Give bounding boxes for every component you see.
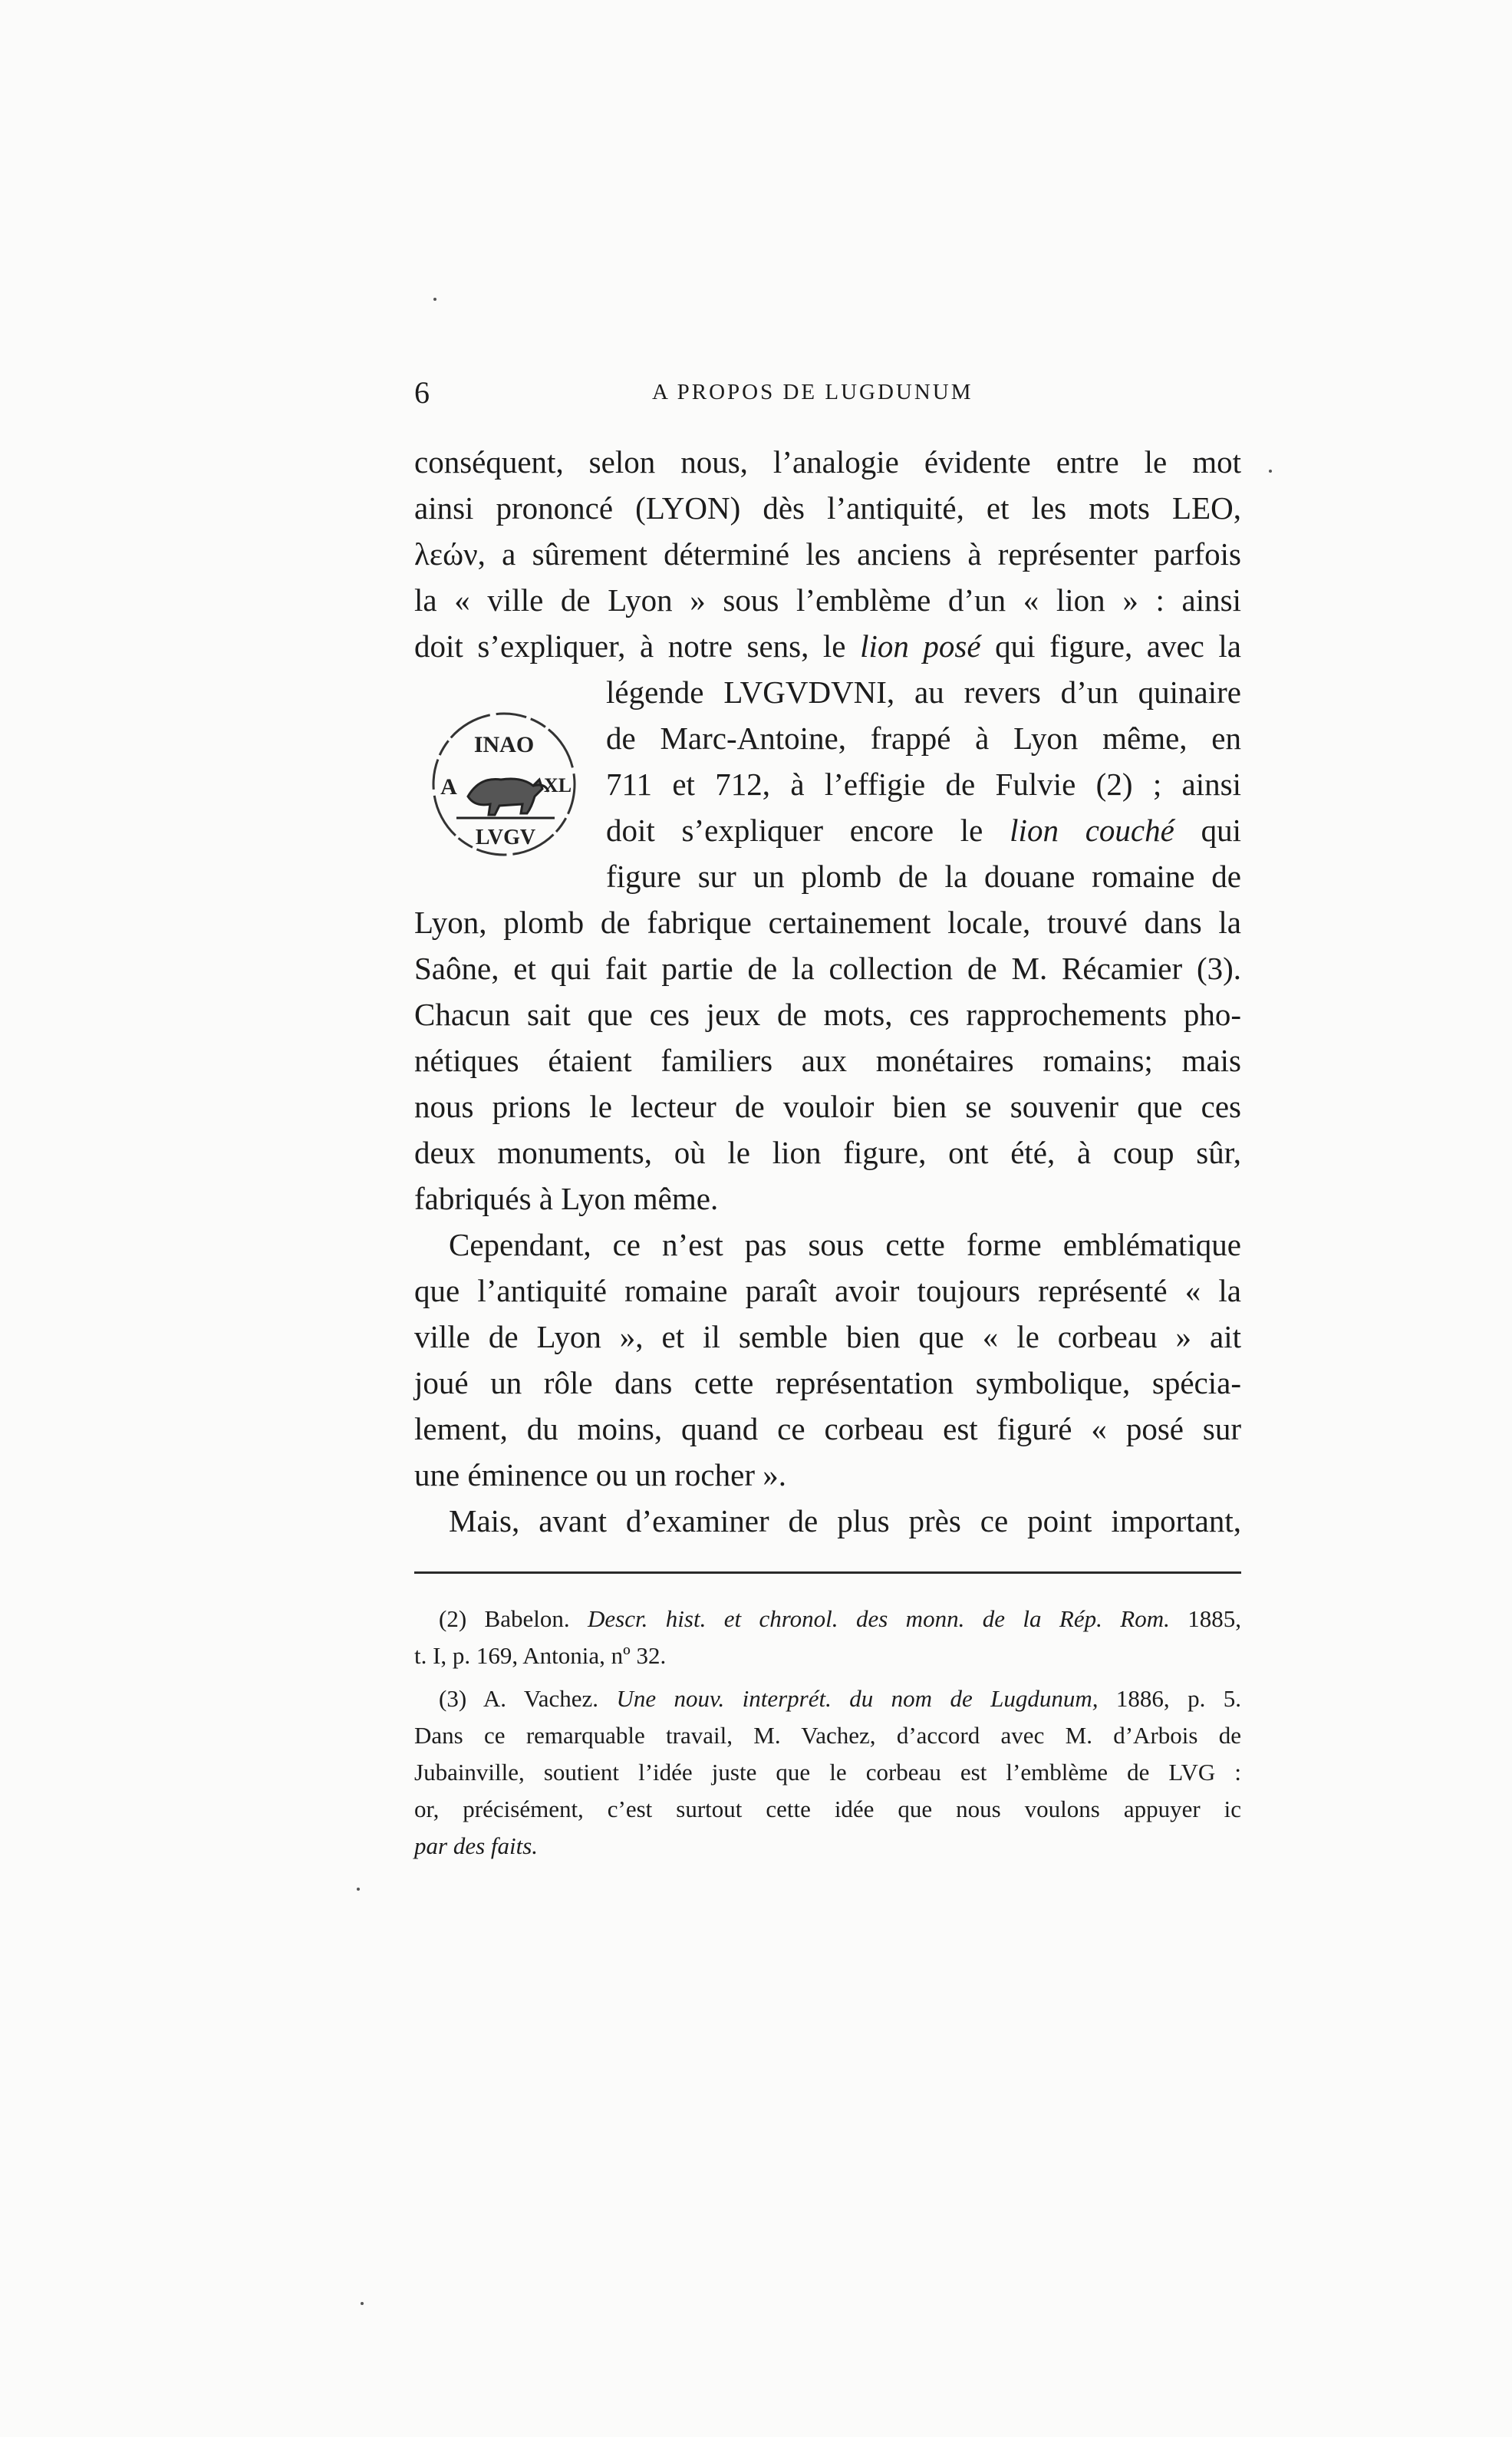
- text-line: ainsi prononcé (LYON) dès l’antiquité, et les mots LEO,: [414, 490, 1241, 526]
- text-line: Cependant, ce n’est pas sous cette forme emblématique: [449, 1227, 1241, 1262]
- footnote-text: 1885,: [1169, 1605, 1241, 1632]
- coin-top-legend: INAO: [473, 732, 535, 757]
- text-line: de Marc-Antoine, frappé à Lyon même, en: [606, 721, 1241, 756]
- footnote-line: Jubainville, soutient l’idée juste que le corbeau est l’emblème de LVG :: [414, 1759, 1241, 1786]
- coin-left-letter: A: [440, 774, 457, 800]
- footnote-line: Dans ce remarquable travail, M. Vachez, d’accord avec M. d’Arbois de: [414, 1722, 1241, 1749]
- page-number: 6: [414, 375, 430, 410]
- text-line: joué un rôle dans cette représentation symbolique, spécia-: [414, 1365, 1241, 1400]
- footnote-marker: (3) A. Vachez.: [439, 1685, 617, 1712]
- footnote-text: 1886, p. 5.: [1098, 1685, 1241, 1712]
- text-line: lement, du moins, quand ce corbeau est figuré « posé sur: [414, 1411, 1241, 1446]
- text-line: deux monuments, où le lion figure, ont été, à coup sûr,: [414, 1135, 1241, 1170]
- scan-speck: [361, 2302, 364, 2305]
- text-line: Saône, et qui fait partie de la collection de M. Récamier (3).: [414, 951, 1241, 986]
- footnote-line: or, précisément, c’est surtout cette idée que nous voulons appuyer ic: [414, 1796, 1241, 1822]
- text-line: figure sur un plomb de la douane romaine de: [606, 859, 1241, 894]
- text-line: λεών, a sûrement déterminé les anciens à représenter parfois: [414, 536, 1241, 572]
- footnote-marker: (2) Babelon.: [439, 1605, 588, 1632]
- footnote-title: Une nouv. interprét. du nom de Lugdunum,: [616, 1685, 1099, 1712]
- text-line: conséquent, selon nous, l’analogie évidente entre le mot: [414, 444, 1241, 480]
- text-line: Chacun sait que ces jeux de mots, ces rapprochements pho-: [414, 997, 1241, 1032]
- lion-figure: [468, 779, 548, 815]
- footnote-line: par des faits.: [414, 1832, 539, 1859]
- text-line: la « ville de Lyon » sous l’emblème d’un « lion » : ainsi: [414, 582, 1241, 618]
- coin-bottom-legend: LVGV: [475, 826, 536, 849]
- text-line: 711 et 712, à l’effigie de Fulvie (2) ; ainsi: [606, 767, 1241, 802]
- coin-illustration: [426, 706, 583, 863]
- text-line: ville de Lyon », et il semble bien que « le corbeau » ait: [414, 1319, 1241, 1354]
- text-line: nétiques étaient familiers aux monétaires romains; mais: [414, 1043, 1241, 1078]
- text-line: que l’antiquité romaine paraît avoir toujours représenté « la: [414, 1273, 1241, 1308]
- text-line: une éminence ou un rocher ».: [414, 1457, 786, 1492]
- text-span: qui: [1174, 813, 1241, 848]
- coin-engraving: [426, 706, 583, 863]
- italic-term: lion couché: [1010, 813, 1174, 848]
- scan-speck: [357, 1888, 360, 1891]
- coin-right-letters: XL: [543, 774, 572, 796]
- footnote-divider: [414, 1571, 1241, 1574]
- scan-speck: [1269, 470, 1272, 473]
- text-span: qui figure, avec la: [980, 628, 1242, 664]
- text-span: doit s’expliquer encore le: [606, 813, 1010, 848]
- running-title: A PROPOS DE LUGDUNUM: [652, 380, 973, 404]
- text-line: fabriqués à Lyon même.: [414, 1181, 719, 1216]
- text-line: Lyon, plomb de fabrique certainement locale, trouvé dans la: [414, 905, 1241, 940]
- text-line: Mais, avant d’examiner de plus près ce point important,: [449, 1503, 1241, 1538]
- scan-speck: [433, 298, 436, 301]
- footnote-line: [439, 1680, 1241, 1717]
- text-line: nous prions le lecteur de vouloir bien se souvenir que ces: [414, 1089, 1241, 1124]
- footnote-line: [439, 1601, 1241, 1637]
- text-span: doit s’expliquer, à notre sens, le: [414, 628, 861, 664]
- footnote-title: Descr. hist. et chronol. des monn. de la Rép. Rom.: [588, 1605, 1170, 1632]
- text-line: [414, 623, 1241, 669]
- italic-term: lion posé: [860, 628, 981, 664]
- text-line: légende LVGVDVNI, au revers d’un quinaire: [606, 674, 1241, 710]
- text-line: [606, 807, 1241, 853]
- footnote-line: t. I, p. 169, Antonia, nº 32.: [414, 1642, 667, 1669]
